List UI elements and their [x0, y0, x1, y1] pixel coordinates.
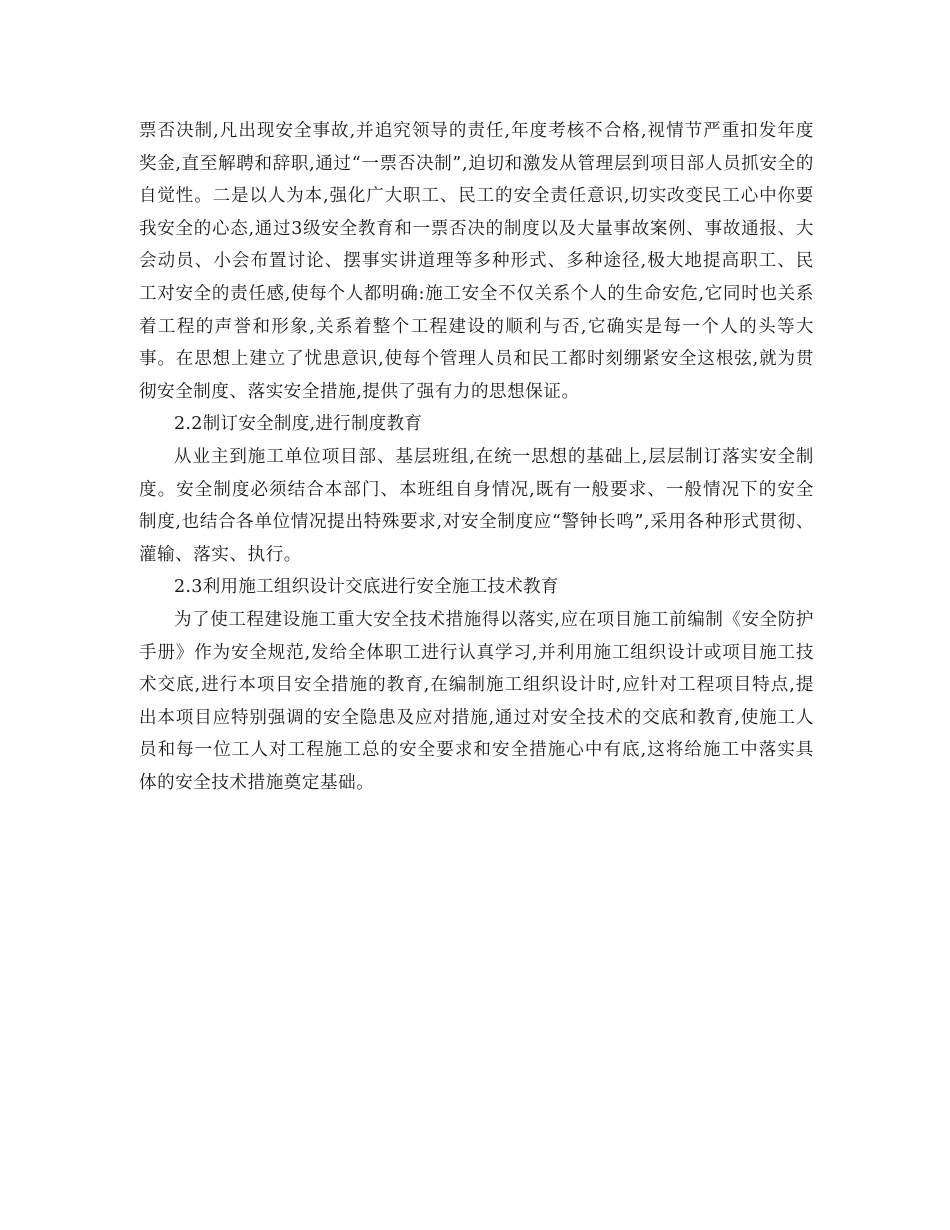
section-body-2-3: 为了使工程建设施工重大安全技术措施得以落实,应在项目施工前编制《安全防护手册》作为安全规范,发给全体职工进行认真学习,并利用施工组织设计或项目施工技术交底,进行本项目安全措施的教育,在编制施工组织设计时,应针对工程项目特点,提出本项目应特别强调的安全隐患及应对措施,通过对安全技术的交底和教育,使施工人员和每一位工人对工程施工总的安全要求和安全措施心中有底,这将给施工中落实具体的安全技术措施奠定基础。	[139, 609, 814, 793]
section-heading-2-3: 2.3利用施工组织设计交底进行安全施工技术教育	[174, 577, 559, 598]
document-body	[139, 115, 814, 799]
section-body-2-2: 从业主到施工单位项目部、基层班组,在统一思想的基础上,层层制订落实安全制度。安全制度必须结合本部门、本班组自身情况,既有一般要求、一般情况下的安全制度,也结合各单位情况提出特殊要求,对安全制度应“警钟长鸣”,采用各种形式贯彻、灌输、落实、执行。	[139, 446, 814, 565]
paragraph-continued: 票否决制,凡出现安全事故,并追究领导的责任,年度考核不合格,视情节严重扣发年度奖金,直至解聘和辞职,通过“一票否决制”,迫切和激发从管理层到项目部人员抓安全的自觉性。二是以人为本,强化广大职工、民工的安全责任意识,切实改变民工心中你要我安全的心态,通过3级安全教育和一票否决的制度以及大量事故案例、事故通报、大会动员、小会布置讨论、摆事实讲道理等多种形式、多种途径,极大地提高职工、民工对安全的责任感,使每个人都明确:施工安全不仅关系个人的生命安危,它同时也关系着工程的声誉和形象,关系着整个工程建设的顺利与否,它确实是每一个人的头等大事。在思想上建立了忧患意识,使每个管理人员和民工都时刻绷紧安全这根弦,就为贯彻安全制度、落实安全措施,提供了强有力的思想保证。	[139, 121, 814, 402]
section-heading-2-2: 2.2制订安全制度,进行制度教育	[174, 414, 423, 435]
